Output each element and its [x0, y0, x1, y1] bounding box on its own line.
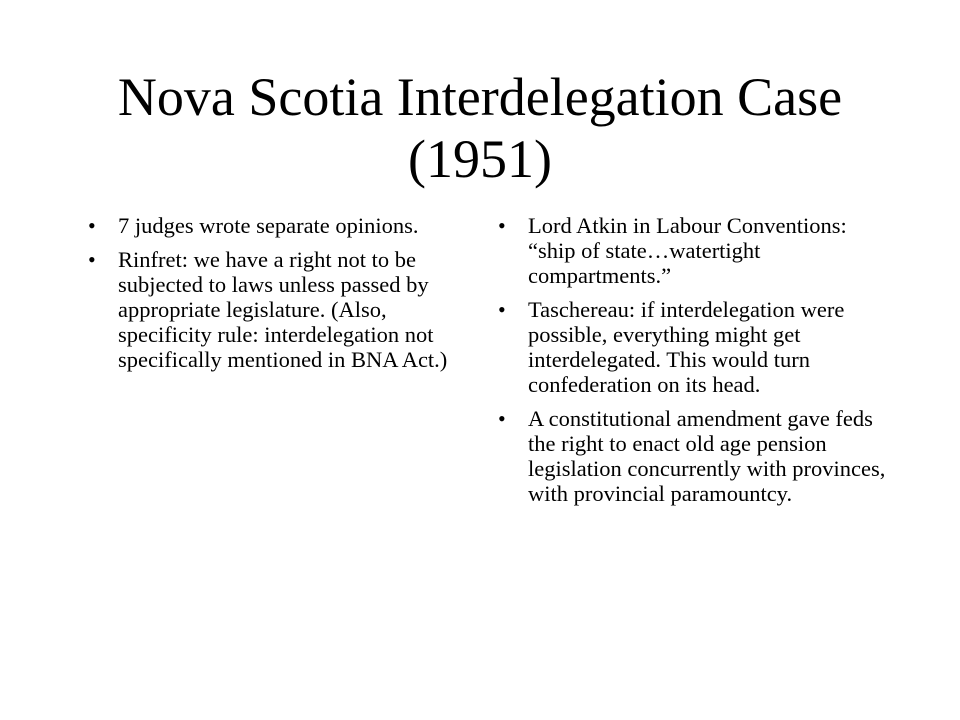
left-bullet-list [88, 213, 460, 381]
right-bullet-list [498, 213, 888, 515]
bullet-icon: • [88, 247, 96, 272]
bullet-icon: • [498, 297, 506, 322]
bullet-item [88, 213, 460, 238]
bullet-text: Rinfret: we have a right not to be subjected to laws unless passed by appropriate legislature. (Also, specificity rule: interdelegation not specifically mentioned in BNA Act.) [118, 247, 448, 372]
bullet-text: 7 judges wrote separate opinions. [118, 213, 419, 238]
bullet-text: A constitutional amendment gave feds the right to enact old age pension legislation concurrently with provinces, with provincial paramountcy. [528, 406, 886, 506]
bullet-item [88, 247, 460, 372]
bullet-item [498, 297, 888, 397]
bullet-item [498, 213, 888, 288]
bullet-icon: • [498, 213, 506, 238]
bullet-item [498, 406, 888, 506]
bullet-text: Lord Atkin in Labour Conventions: “ship of state…watertight compartments.” [528, 213, 847, 288]
bullet-icon: • [88, 213, 96, 238]
bullet-text: Taschereau: if interdelegation were possible, everything might get interdelegated. This would turn confederation on its head. [528, 297, 845, 397]
slide-title: Nova Scotia Interdelegation Case (1951) [117, 67, 843, 189]
bullet-icon: • [498, 406, 506, 431]
